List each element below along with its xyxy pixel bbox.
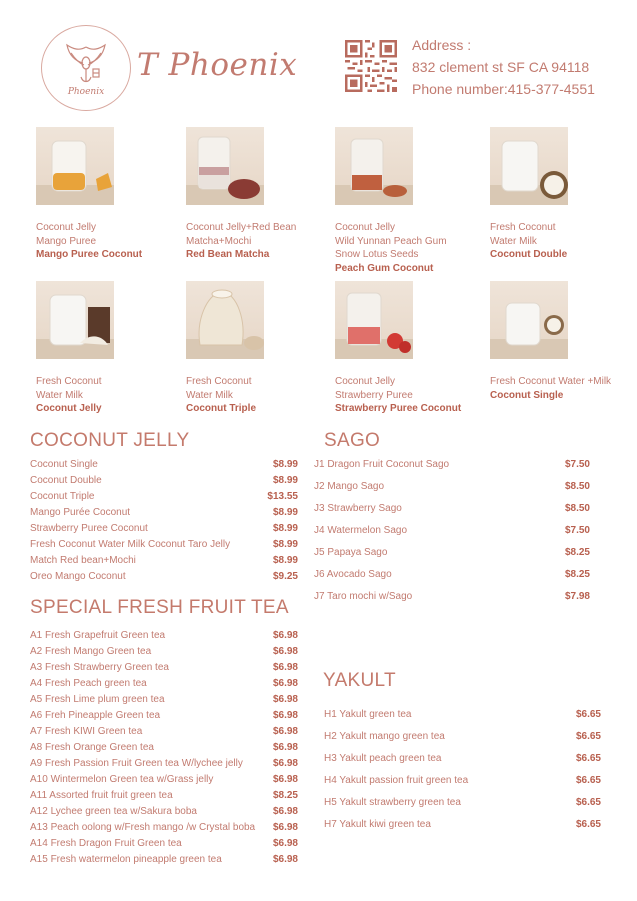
menu-item-name: A4 Fresh Peach green tea (30, 678, 147, 689)
phone-number[interactable]: Phone number:415-377-4551 (412, 81, 595, 97)
product-name: Mango Puree Coconut (36, 249, 143, 260)
menu-item-price: $6.65 (575, 819, 601, 830)
drink-jar-icon (490, 281, 568, 359)
menu-item-name: Mango Purée Coconut (30, 507, 131, 518)
menu-item-name: J2 Mango Sago (314, 481, 385, 492)
menu-item[interactable] (30, 660, 298, 676)
drink-jar-icon (186, 127, 264, 205)
menu-item[interactable] (314, 454, 590, 476)
menu-item[interactable] (30, 708, 298, 724)
product-line: Strawberry Puree (335, 389, 413, 401)
menu-item-name: A15 Fresh watermelon pineapple green tea (30, 854, 222, 865)
menu-item-price: $7.50 (564, 459, 590, 470)
menu-item-price: $13.55 (267, 491, 298, 502)
menu-item[interactable] (30, 692, 298, 708)
address-block (412, 34, 595, 100)
menu-item-price: $6.98 (272, 726, 298, 737)
menu-item[interactable] (324, 704, 601, 726)
menu-item[interactable] (30, 628, 298, 644)
menu-item[interactable] (30, 473, 298, 489)
product-line: Fresh Coconut (490, 222, 556, 233)
product-name: Coconut Jelly (36, 403, 102, 414)
menu-item[interactable] (324, 748, 601, 770)
menu-item-price: $6.65 (575, 775, 601, 786)
menu-item-price: $6.98 (272, 646, 298, 657)
menu-item-price: $6.98 (272, 710, 298, 721)
qr-code-icon[interactable] (345, 40, 397, 92)
menu-item-name: A3 Fresh Strawberry Green tea (30, 662, 169, 673)
menu-item-price: $6.65 (575, 753, 601, 764)
menu-item-price: $6.98 (272, 742, 298, 753)
product-line: Fresh Coconut (36, 376, 102, 387)
product-line: Water Milk (490, 235, 537, 247)
yakult-title: YAKULT (323, 670, 396, 691)
menu-item[interactable] (314, 498, 590, 520)
menu-item-price: $8.99 (272, 475, 298, 486)
drink-jar-icon (335, 127, 413, 205)
menu-item[interactable] (324, 770, 601, 792)
product-line: Coconut Jelly+Red Bean (186, 222, 297, 233)
menu-item-name: Oreo Mango Coconut (30, 571, 126, 582)
product-name: Peach Gum Coconut (335, 262, 434, 274)
product-line: Snow Lotus Seeds (335, 249, 419, 260)
menu-item-name: H4 Yakult passion fruit green tea (324, 775, 469, 786)
menu-item-price: $8.25 (272, 790, 298, 801)
menu-item[interactable] (30, 521, 298, 537)
menu-item-name: H3 Yakult peach green tea (324, 753, 442, 764)
menu-item-name: Fresh Coconut Water Milk Coconut Taro Jelly (30, 539, 231, 550)
menu-item-price: $8.99 (272, 555, 298, 566)
menu-item[interactable] (314, 564, 590, 586)
product-name: Coconut Double (490, 249, 568, 260)
product-photo (36, 127, 114, 205)
menu-item[interactable] (30, 676, 298, 692)
drink-jar-icon (36, 281, 114, 359)
menu-item-price: $6.98 (272, 758, 298, 769)
menu-item-price: $6.65 (575, 709, 601, 720)
menu-item-name: A6 Freh Pineapple Green tea (30, 710, 161, 721)
menu-item-name: J6 Avocado Sago (314, 569, 392, 580)
menu-item-name: Strawberry Puree Coconut (30, 523, 148, 534)
menu-item-name: H1 Yakult green tea (324, 709, 412, 720)
menu-item-price: $8.25 (564, 547, 590, 558)
logo-text: Phoenix (67, 87, 105, 97)
menu-item-price: $8.99 (272, 507, 298, 518)
menu-item-price: $6.98 (272, 854, 298, 865)
product-line: Mango Puree (36, 235, 97, 247)
fruit-tea-title: SPECIAL FRESH FRUIT TEA (30, 597, 289, 618)
menu-item-name: H7 Yakult kiwi green tea (324, 819, 431, 830)
menu-item-price: $6.98 (272, 630, 298, 641)
product-line: Wild Yunnan Peach Gum (335, 235, 447, 247)
sago-title: SAGO (324, 430, 381, 451)
menu-item-name: J4 Watermelon Sago (314, 525, 408, 536)
product-photo (490, 127, 568, 205)
product-line: Matcha+Mochi (186, 235, 252, 247)
menu-item[interactable] (30, 772, 298, 788)
product-card[interactable] (36, 281, 186, 416)
menu-item[interactable] (314, 586, 590, 608)
menu-item-price: $8.25 (564, 569, 590, 580)
menu-item[interactable] (30, 724, 298, 740)
fruit-tea-list (30, 628, 298, 868)
menu-item[interactable] (30, 457, 298, 473)
product-name: Coconut Triple (186, 403, 256, 414)
menu-item[interactable] (314, 476, 590, 498)
product-line: Fresh Coconut Water +Milk (490, 376, 612, 387)
menu-item[interactable] (324, 792, 601, 814)
product-line: Coconut Jelly (335, 222, 396, 233)
menu-item[interactable] (30, 740, 298, 756)
menu-item-price: $6.98 (272, 694, 298, 705)
product-line: Coconut Jelly (36, 222, 97, 233)
menu-item-price: $7.50 (564, 525, 590, 536)
menu-item[interactable] (30, 836, 298, 852)
menu-item-price: $8.99 (272, 459, 298, 470)
menu-item[interactable] (30, 644, 298, 660)
menu-item[interactable] (30, 788, 298, 804)
menu-item[interactable] (30, 537, 298, 553)
menu-item-name: Match Red bean+Mochi (30, 555, 136, 566)
menu-item[interactable] (30, 569, 298, 585)
menu-item[interactable] (30, 553, 298, 569)
menu-item-price: $6.98 (272, 774, 298, 785)
menu-item-name: J1 Dragon Fruit Coconut Sago (314, 459, 450, 470)
coconut-jelly-title: COCONUT JELLY (30, 430, 190, 451)
coconut-jelly-list (30, 457, 298, 585)
menu-item[interactable] (30, 505, 298, 521)
menu-item[interactable] (30, 489, 298, 505)
menu-item-price: $8.99 (272, 523, 298, 534)
menu-item-name: A12 Lychee green tea w/Sakura boba (30, 806, 197, 817)
product-card[interactable] (335, 127, 485, 275)
menu-item-name: A8 Fresh Orange Green tea (30, 742, 154, 753)
menu-item[interactable] (314, 542, 590, 564)
phoenix-logo (41, 25, 131, 111)
product-photo (335, 281, 413, 359)
menu-item-name: A9 Fresh Passion Fruit Green tea W/lychee jelly (30, 758, 243, 769)
product-line: Coconut Jelly (335, 376, 396, 387)
address-text: 832 clement st SF CA 94118 (412, 59, 590, 75)
menu-item[interactable] (30, 852, 298, 868)
menu-item-price: $6.98 (272, 806, 298, 817)
product-card[interactable] (335, 281, 485, 416)
menu-item-name: J7 Taro mochi w/Sago (314, 591, 413, 602)
product-photo (335, 127, 413, 205)
menu-item-name: A1 Fresh Grapefruit Green tea (30, 630, 166, 641)
product-card[interactable] (490, 281, 630, 402)
menu-item[interactable] (30, 820, 298, 836)
menu-item-name: J3 Strawberry Sago (314, 503, 402, 514)
product-name: Coconut Single (490, 389, 564, 401)
menu-item-name: A5 Fresh Lime plum green tea (30, 694, 165, 705)
menu-item[interactable] (314, 520, 590, 542)
menu-item-name: H5 Yakult strawberry green tea (324, 797, 461, 808)
menu-item[interactable] (30, 804, 298, 820)
drink-jar-icon (335, 281, 413, 359)
menu-item-name: A14 Fresh Dragon Fruit Green tea (30, 838, 182, 849)
menu-item-price: $7.98 (564, 591, 590, 602)
product-line: Water Milk (36, 389, 83, 401)
menu-item[interactable] (30, 756, 298, 772)
menu-item-price: $8.50 (564, 503, 590, 514)
menu-item-price: $6.98 (272, 822, 298, 833)
product-card[interactable] (490, 127, 637, 262)
menu-item-price: $6.98 (272, 662, 298, 673)
coconut-icon (186, 281, 264, 359)
menu-item-price: $6.98 (272, 678, 298, 689)
product-line: Water Milk (186, 389, 233, 401)
menu-item-name: Coconut Single (30, 459, 98, 470)
product-photo (186, 281, 264, 359)
menu-item-name: A11 Assorted fruit fruit green tea (30, 790, 173, 801)
product-photo (186, 127, 264, 205)
product-name: Strawberry Puree Coconut (335, 403, 462, 414)
sago-list (314, 454, 590, 608)
menu-item[interactable] (324, 814, 601, 836)
menu-item-name: H2 Yakult mango green tea (324, 731, 445, 742)
yakult-list (324, 704, 601, 836)
menu-item-price: $9.25 (272, 571, 298, 582)
product-card[interactable] (186, 281, 336, 416)
menu-item-name: A13 Peach oolong w/Fresh mango /w Crystal boba (30, 822, 256, 833)
menu-item-name: J5 Papaya Sago (314, 547, 388, 558)
brand-name: T Phoenix (137, 47, 298, 83)
menu-item-price: $6.65 (575, 731, 601, 742)
drink-jar-icon (490, 127, 568, 205)
product-card[interactable] (186, 127, 336, 262)
menu-item-name: A10 Wintermelon Green tea w/Grass jelly (30, 774, 214, 785)
product-card[interactable] (36, 127, 186, 262)
menu-item[interactable] (324, 726, 601, 748)
menu-item-price: $6.98 (272, 838, 298, 849)
menu-item-price: $8.50 (564, 481, 590, 492)
menu-item-price: $6.65 (575, 797, 601, 808)
address-label: Address : (412, 37, 472, 53)
product-line: Fresh Coconut (186, 376, 252, 387)
product-name: Red Bean Matcha (186, 249, 270, 260)
product-photo (36, 281, 114, 359)
menu-item-price: $8.99 (272, 539, 298, 550)
menu-item-name: Coconut Triple (30, 491, 95, 502)
menu-item-name: A7 Fresh KIWI Green tea (30, 726, 143, 737)
drink-jar-icon (36, 127, 114, 205)
phoenix-icon (51, 33, 121, 103)
menu-item-name: A2 Fresh Mango Green tea (30, 646, 152, 657)
menu-item-name: Coconut Double (30, 475, 102, 486)
product-photo (490, 281, 568, 359)
